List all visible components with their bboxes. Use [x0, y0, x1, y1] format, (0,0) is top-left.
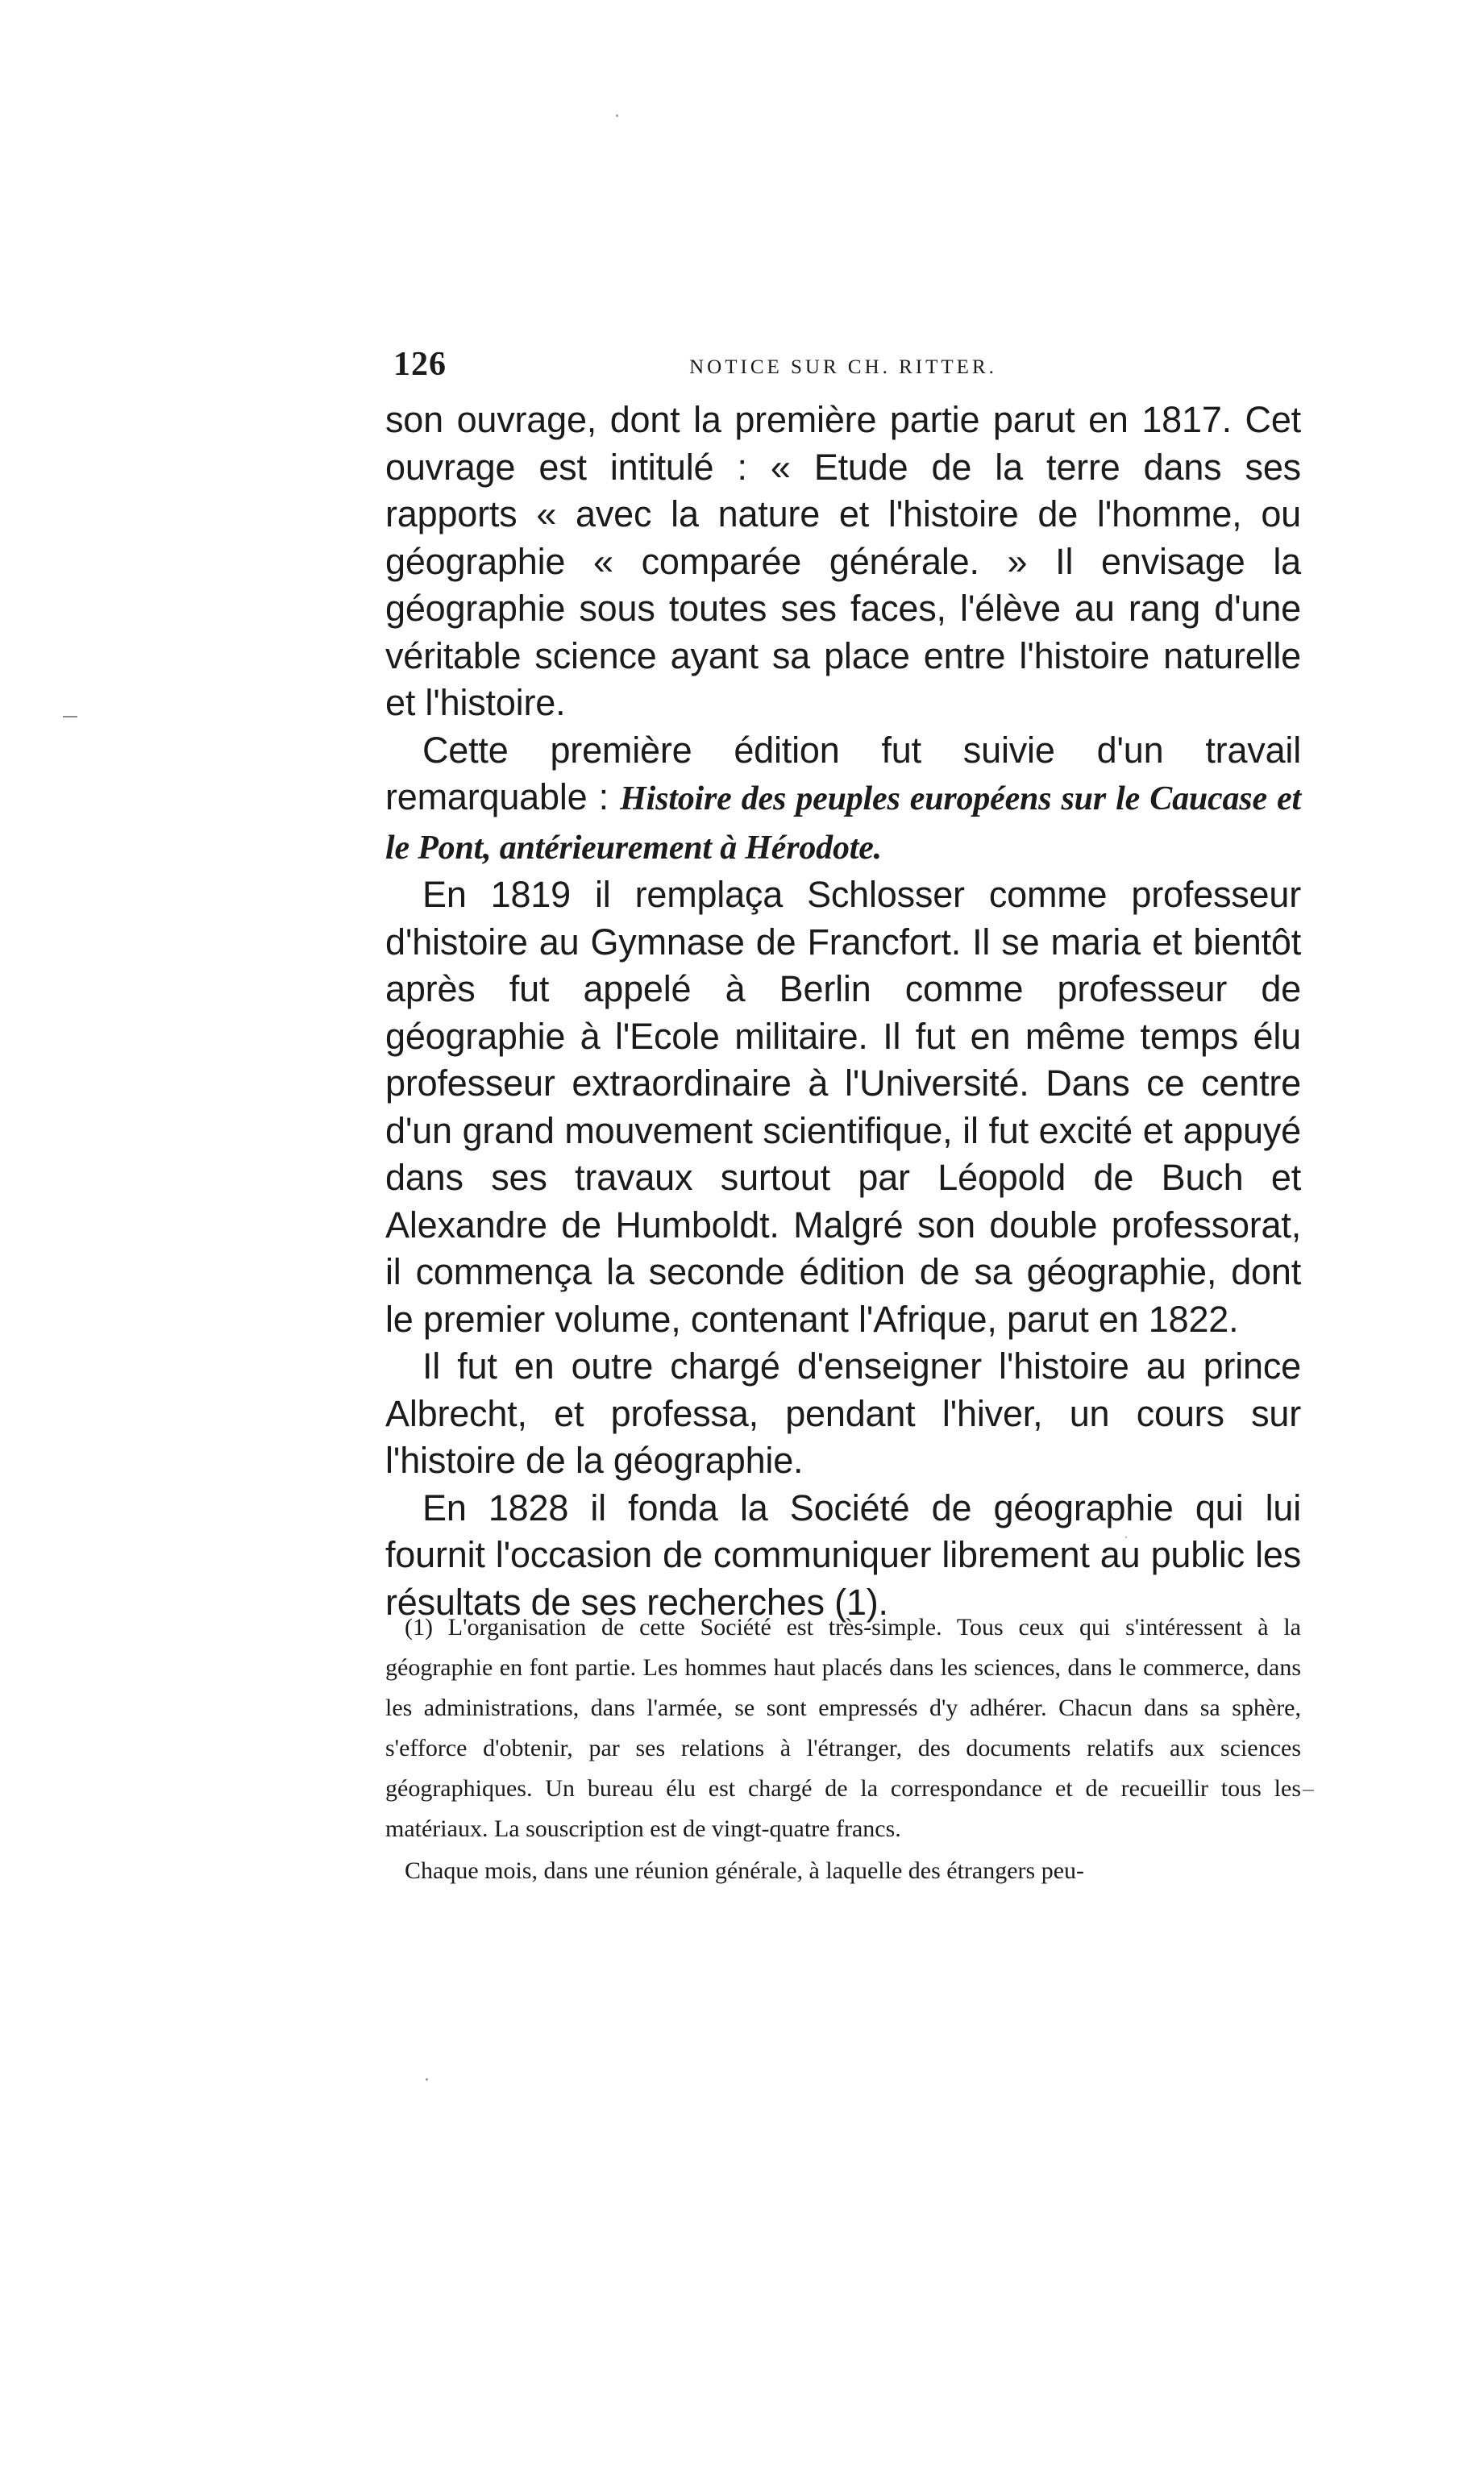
main-text	[385, 397, 1301, 1626]
paragraph-text: Cette première édition fut suivie d'un travail remarquable :	[385, 729, 1301, 817]
footnotes	[385, 1607, 1301, 1891]
work-title: Histoire des peuples européens sur le Caucase et le Pont, antérieurement à Hérodote.	[385, 780, 1301, 867]
scan-speck	[616, 114, 618, 117]
paragraph-1828: En 1828 il fonda la Société de géographie qui lui fournit l'occasion de communiquer librement au public les résultats de ses recherches (1).	[385, 1487, 1301, 1623]
scan-mark	[63, 716, 77, 717]
page-number: 126	[393, 346, 447, 383]
scan-speck	[426, 2078, 428, 2081]
paragraph-prince-albrecht: Il fut en outre chargé d'enseigner l'histoire au prince Albrecht, et professa, pendant l'hiver, un cours sur l'histoire de la géographie.	[385, 1345, 1301, 1481]
footnote-1: (1) L'organisation de cette Société est très-simple. Tous ceux qui s'intéressent à la géographie en font partie. Les hommes haut placés dans les sciences, dans le commerce, dans les administrations, dans l'armée, se sont empressés d'y adhérer. Chacun dans sa sphère, s'efforce d'obtenir, par ses relations à l'étranger, des documents relatifs aux sciences géographiques. Un bureau élu est chargé de la correspondance et de recueillir tous les matériaux. La souscription est de vingt-quatre francs.	[385, 1614, 1301, 1842]
paragraph-continuation: son ouvrage, dont la première partie parut en 1817. Cet ouvrage est intitulé : « Etude de la terre dans ses rapports « avec la nature et l'histoire de l'homme, ou géographie « comparée générale. » Il envisage la géographie sous toutes ses faces, l'élève au rang d'une véritable science ayant sa place entre l'histoire naturelle et l'histoire.	[385, 399, 1301, 723]
paragraph-1819: En 1819 il remplaça Schlosser comme professeur d'histoire au Gymnase de Francfort. Il se maria et bientôt après fut appelé à Berlin comme professeur de géographie à l'Ecole militaire. Il fut en même temps élu professeur extraordinaire à l'Université. Dans ce centre d'un grand mouvement scientifique, il fut excité et appuyé dans ses travaux surtout par Léopold de Buch et Alexandre de Humboldt. Malgré son double professorat, il commença la seconde édition de sa géographie, dont le premier volume, contenant l'Afrique, parut en 1822.	[385, 874, 1301, 1340]
paragraph-first-edition	[385, 727, 1301, 872]
running-head: NOTICE SUR CH. RITTER.	[689, 356, 997, 378]
scan-mark	[1303, 1790, 1314, 1791]
footnote-1-continuation: Chaque mois, dans une réunion générale, à laquelle des étrangers peu-	[405, 1857, 1085, 1884]
page-header	[393, 345, 1293, 393]
